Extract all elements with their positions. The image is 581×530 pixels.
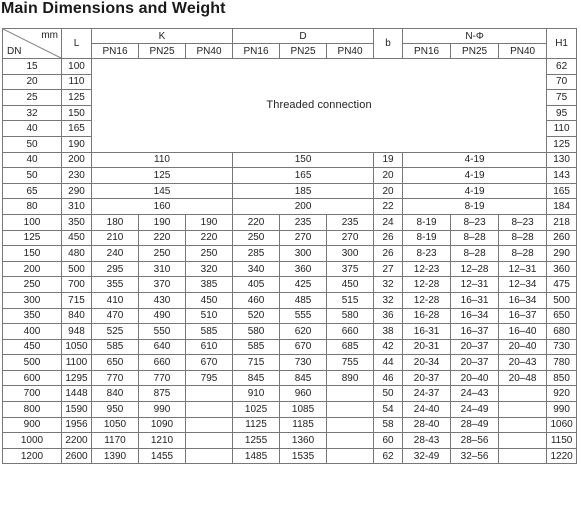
d-pn25-cell: 1085: [280, 402, 327, 418]
header-k-pn25: PN25: [139, 44, 186, 59]
table-row: [3, 339, 577, 355]
h1-cell: 990: [547, 402, 577, 418]
d-cell: 165: [233, 168, 374, 184]
k-pn25-cell: 220: [139, 230, 186, 246]
dn-cell: 350: [3, 308, 62, 324]
n-pn40-cell: 8–23: [499, 214, 547, 230]
table-row: [3, 433, 577, 449]
k-pn16-cell: 840: [92, 386, 139, 402]
h1-cell: 75: [547, 90, 577, 106]
d-pn16-cell: 1125: [233, 417, 280, 433]
table-row: [3, 183, 577, 199]
b-cell: 38: [374, 324, 403, 340]
dn-cell: 1200: [3, 448, 62, 464]
n-pn40-cell: 8–28: [499, 230, 547, 246]
n-pn16-cell: 8-19: [403, 230, 451, 246]
n-pn25-cell: 20–37: [451, 355, 499, 371]
l-cell: 1956: [62, 417, 92, 433]
h1-cell: 920: [547, 386, 577, 402]
b-cell: 20: [374, 168, 403, 184]
b-cell: 22: [374, 199, 403, 215]
k-cell: 160: [92, 199, 233, 215]
dn-cell: 50: [3, 168, 62, 184]
d-pn40-cell: 375: [327, 261, 374, 277]
k-pn40-cell: 610: [186, 339, 233, 355]
b-cell: 46: [374, 370, 403, 386]
dn-cell: 25: [3, 90, 62, 106]
k-pn40-cell: 320: [186, 261, 233, 277]
h1-cell: 70: [547, 74, 577, 90]
d-pn16-cell: 520: [233, 308, 280, 324]
n-pn40-cell: 20–43: [499, 355, 547, 371]
n-pn40-cell: 16–37: [499, 308, 547, 324]
n-pn40-cell: 8–28: [499, 246, 547, 262]
h1-cell: 125: [547, 136, 577, 152]
d-pn40-cell: 890: [327, 370, 374, 386]
k-pn16-cell: 770: [92, 370, 139, 386]
n-pn25-cell: 20–37: [451, 339, 499, 355]
dn-cell: 250: [3, 277, 62, 293]
mm-unit-label: mm: [41, 30, 58, 41]
n-pn16-cell: 20-37: [403, 370, 451, 386]
d-pn16-cell: 460: [233, 292, 280, 308]
k-pn25-cell: 990: [139, 402, 186, 418]
k-pn40-cell: [186, 448, 233, 464]
k-pn40-cell: 190: [186, 214, 233, 230]
n-pn40-cell: [499, 448, 547, 464]
n-phi-cell: 4-19: [403, 152, 547, 168]
b-cell: 27: [374, 261, 403, 277]
n-pn16-cell: 8-23: [403, 246, 451, 262]
d-pn25-cell: 555: [280, 308, 327, 324]
table-row: [3, 230, 577, 246]
dn-cell: 200: [3, 261, 62, 277]
d-pn25-cell: 670: [280, 339, 327, 355]
k-pn16-cell: 355: [92, 277, 139, 293]
n-pn40-cell: [499, 386, 547, 402]
k-pn16-cell: 180: [92, 214, 139, 230]
table-row: [3, 168, 577, 184]
l-cell: 700: [62, 277, 92, 293]
d-pn16-cell: 1485: [233, 448, 280, 464]
k-pn40-cell: [186, 386, 233, 402]
k-pn16-cell: 1050: [92, 417, 139, 433]
k-pn25-cell: 1455: [139, 448, 186, 464]
header-k: K: [92, 29, 233, 44]
d-pn16-cell: 845: [233, 370, 280, 386]
l-cell: 450: [62, 230, 92, 246]
n-pn40-cell: [499, 402, 547, 418]
k-pn40-cell: 250: [186, 246, 233, 262]
table-row: [3, 59, 577, 75]
n-pn25-cell: 24–49: [451, 402, 499, 418]
l-cell: 715: [62, 292, 92, 308]
k-pn40-cell: 795: [186, 370, 233, 386]
n-pn25-cell: 24–43: [451, 386, 499, 402]
k-pn25-cell: 550: [139, 324, 186, 340]
d-pn25-cell: 1360: [280, 433, 327, 449]
d-pn25-cell: 960: [280, 386, 327, 402]
d-pn25-cell: 485: [280, 292, 327, 308]
n-pn25-cell: 20–40: [451, 370, 499, 386]
dn-cell: 40: [3, 152, 62, 168]
h1-cell: 95: [547, 105, 577, 121]
l-cell: 948: [62, 324, 92, 340]
d-cell: 200: [233, 199, 374, 215]
dn-cell: 32: [3, 105, 62, 121]
l-cell: 100: [62, 59, 92, 75]
dn-cell: 100: [3, 214, 62, 230]
k-pn25-cell: 640: [139, 339, 186, 355]
n-pn25-cell: 28–49: [451, 417, 499, 433]
header-n-pn40: PN40: [499, 44, 547, 59]
d-pn40-cell: 685: [327, 339, 374, 355]
n-pn40-cell: [499, 433, 547, 449]
table-row: [3, 386, 577, 402]
l-cell: 165: [62, 121, 92, 137]
dn-label: DN: [7, 46, 22, 57]
n-pn25-cell: 12–31: [451, 277, 499, 293]
n-pn40-cell: 16–34: [499, 292, 547, 308]
dn-cell: 125: [3, 230, 62, 246]
d-pn16-cell: 250: [233, 230, 280, 246]
n-pn25-cell: 8–23: [451, 214, 499, 230]
n-pn16-cell: 20-34: [403, 355, 451, 371]
n-pn25-cell: 12–28: [451, 261, 499, 277]
n-pn25-cell: 32–56: [451, 448, 499, 464]
n-pn16-cell: 24-37: [403, 386, 451, 402]
d-pn40-cell: 515: [327, 292, 374, 308]
l-cell: 190: [62, 136, 92, 152]
n-pn16-cell: 8-19: [403, 214, 451, 230]
h1-cell: 360: [547, 261, 577, 277]
h1-cell: 184: [547, 199, 577, 215]
n-pn40-cell: [499, 417, 547, 433]
dn-cell: 150: [3, 246, 62, 262]
header-h1: H1: [547, 29, 577, 59]
d-pn40-cell: 270: [327, 230, 374, 246]
n-pn16-cell: 12-28: [403, 277, 451, 293]
k-pn40-cell: 670: [186, 355, 233, 371]
dimensions-table: [2, 28, 577, 464]
d-cell: 185: [233, 183, 374, 199]
h1-cell: 780: [547, 355, 577, 371]
d-pn16-cell: 1025: [233, 402, 280, 418]
l-cell: 230: [62, 168, 92, 184]
dn-cell: 50: [3, 136, 62, 152]
d-pn25-cell: 1535: [280, 448, 327, 464]
l-cell: 2200: [62, 433, 92, 449]
b-cell: 50: [374, 386, 403, 402]
b-cell: 60: [374, 433, 403, 449]
n-pn16-cell: 32-49: [403, 448, 451, 464]
threaded-connection-note: Threaded connection: [92, 59, 547, 153]
h1-cell: 110: [547, 121, 577, 137]
l-cell: 1100: [62, 355, 92, 371]
h1-cell: 260: [547, 230, 577, 246]
table-row: [3, 355, 577, 371]
h1-cell: 143: [547, 168, 577, 184]
k-pn25-cell: 250: [139, 246, 186, 262]
table-row: [3, 246, 577, 262]
dn-cell: 15: [3, 59, 62, 75]
n-pn40-cell: 20–40: [499, 339, 547, 355]
d-pn16-cell: 1255: [233, 433, 280, 449]
d-pn40-cell: [327, 433, 374, 449]
n-pn16-cell: 12-28: [403, 292, 451, 308]
k-pn40-cell: 585: [186, 324, 233, 340]
b-cell: 20: [374, 183, 403, 199]
d-pn40-cell: 450: [327, 277, 374, 293]
table-row: [3, 199, 577, 215]
n-phi-cell: 8-19: [403, 199, 547, 215]
header-d-pn25: PN25: [280, 44, 327, 59]
l-cell: 2600: [62, 448, 92, 464]
k-pn16-cell: 650: [92, 355, 139, 371]
d-pn40-cell: 235: [327, 214, 374, 230]
k-pn40-cell: [186, 402, 233, 418]
header-n-phi: N-Φ: [403, 29, 547, 44]
header-n-pn16: PN16: [403, 44, 451, 59]
header-n-pn25: PN25: [451, 44, 499, 59]
dn-cell: 400: [3, 324, 62, 340]
h1-cell: 62: [547, 59, 577, 75]
d-pn40-cell: [327, 417, 374, 433]
dn-cell: 500: [3, 355, 62, 371]
dn-cell: 1000: [3, 433, 62, 449]
k-pn25-cell: 370: [139, 277, 186, 293]
n-phi-cell: 4-19: [403, 168, 547, 184]
l-cell: 110: [62, 74, 92, 90]
dn-cell: 700: [3, 386, 62, 402]
d-pn40-cell: 300: [327, 246, 374, 262]
header-l: L: [62, 29, 92, 59]
k-pn16-cell: 585: [92, 339, 139, 355]
l-cell: 350: [62, 214, 92, 230]
n-pn16-cell: 16-31: [403, 324, 451, 340]
header-k-pn40: PN40: [186, 44, 233, 59]
k-pn16-cell: 1170: [92, 433, 139, 449]
d-pn16-cell: 910: [233, 386, 280, 402]
header-d: D: [233, 29, 374, 44]
dn-mm-corner-cell: [3, 29, 62, 59]
d-pn16-cell: 285: [233, 246, 280, 262]
n-pn25-cell: 28–56: [451, 433, 499, 449]
b-cell: 24: [374, 214, 403, 230]
k-pn16-cell: 295: [92, 261, 139, 277]
k-pn16-cell: 1390: [92, 448, 139, 464]
dn-cell: 80: [3, 199, 62, 215]
k-pn16-cell: 525: [92, 324, 139, 340]
d-pn25-cell: 235: [280, 214, 327, 230]
k-pn25-cell: 660: [139, 355, 186, 371]
h1-cell: 650: [547, 308, 577, 324]
n-pn25-cell: 16–37: [451, 324, 499, 340]
b-cell: 19: [374, 152, 403, 168]
k-cell: 125: [92, 168, 233, 184]
d-pn25-cell: 425: [280, 277, 327, 293]
header-d-pn16: PN16: [233, 44, 280, 59]
h1-cell: 218: [547, 214, 577, 230]
k-pn25-cell: 1210: [139, 433, 186, 449]
n-pn16-cell: 20-31: [403, 339, 451, 355]
dn-cell: 450: [3, 339, 62, 355]
d-pn40-cell: 755: [327, 355, 374, 371]
d-pn25-cell: 360: [280, 261, 327, 277]
header-row-top: [3, 29, 577, 44]
dn-cell: 900: [3, 417, 62, 433]
d-pn16-cell: 715: [233, 355, 280, 371]
l-cell: 290: [62, 183, 92, 199]
h1-cell: 130: [547, 152, 577, 168]
table-row: [3, 277, 577, 293]
d-pn25-cell: 730: [280, 355, 327, 371]
d-pn25-cell: 845: [280, 370, 327, 386]
table-row: [3, 214, 577, 230]
n-pn40-cell: 12–31: [499, 261, 547, 277]
d-pn40-cell: 660: [327, 324, 374, 340]
k-pn16-cell: 210: [92, 230, 139, 246]
l-cell: 480: [62, 246, 92, 262]
d-pn16-cell: 340: [233, 261, 280, 277]
d-pn40-cell: [327, 448, 374, 464]
b-cell: 32: [374, 292, 403, 308]
l-cell: 500: [62, 261, 92, 277]
l-cell: 125: [62, 90, 92, 106]
b-cell: 44: [374, 355, 403, 371]
k-pn40-cell: [186, 417, 233, 433]
table-row: [3, 261, 577, 277]
l-cell: 150: [62, 105, 92, 121]
d-pn16-cell: 585: [233, 339, 280, 355]
n-pn25-cell: 8–28: [451, 246, 499, 262]
b-cell: 42: [374, 339, 403, 355]
table-row: [3, 152, 577, 168]
table-row: [3, 417, 577, 433]
n-pn16-cell: 24-40: [403, 402, 451, 418]
n-phi-cell: 4-19: [403, 183, 547, 199]
k-pn40-cell: 450: [186, 292, 233, 308]
dn-cell: 600: [3, 370, 62, 386]
l-cell: 310: [62, 199, 92, 215]
k-pn40-cell: 385: [186, 277, 233, 293]
header-b: b: [374, 29, 403, 59]
d-pn25-cell: 620: [280, 324, 327, 340]
header-k-pn16: PN16: [92, 44, 139, 59]
k-pn40-cell: 510: [186, 308, 233, 324]
d-cell: 150: [233, 152, 374, 168]
n-pn40-cell: 16–40: [499, 324, 547, 340]
b-cell: 58: [374, 417, 403, 433]
dn-cell: 65: [3, 183, 62, 199]
h1-cell: 475: [547, 277, 577, 293]
h1-cell: 680: [547, 324, 577, 340]
h1-cell: 850: [547, 370, 577, 386]
n-pn16-cell: 16-28: [403, 308, 451, 324]
h1-cell: 730: [547, 339, 577, 355]
l-cell: 1295: [62, 370, 92, 386]
table-row: [3, 402, 577, 418]
k-pn25-cell: 190: [139, 214, 186, 230]
h1-cell: 1150: [547, 433, 577, 449]
dn-cell: 800: [3, 402, 62, 418]
k-pn16-cell: 410: [92, 292, 139, 308]
n-pn16-cell: 28-40: [403, 417, 451, 433]
k-pn16-cell: 240: [92, 246, 139, 262]
k-cell: 110: [92, 152, 233, 168]
h1-cell: 500: [547, 292, 577, 308]
dn-cell: 40: [3, 121, 62, 137]
n-pn16-cell: 12-23: [403, 261, 451, 277]
k-pn25-cell: 430: [139, 292, 186, 308]
d-pn25-cell: 300: [280, 246, 327, 262]
b-cell: 62: [374, 448, 403, 464]
table-row: [3, 370, 577, 386]
k-pn25-cell: 875: [139, 386, 186, 402]
h1-cell: 1060: [547, 417, 577, 433]
d-pn40-cell: 580: [327, 308, 374, 324]
k-pn25-cell: 1090: [139, 417, 186, 433]
d-pn25-cell: 270: [280, 230, 327, 246]
k-pn25-cell: 310: [139, 261, 186, 277]
b-cell: 36: [374, 308, 403, 324]
l-cell: 1050: [62, 339, 92, 355]
k-pn40-cell: 220: [186, 230, 233, 246]
n-pn25-cell: 16–34: [451, 308, 499, 324]
b-cell: 26: [374, 246, 403, 262]
d-pn16-cell: 405: [233, 277, 280, 293]
b-cell: 32: [374, 277, 403, 293]
table-row: [3, 292, 577, 308]
n-pn40-cell: 12–34: [499, 277, 547, 293]
h1-cell: 1220: [547, 448, 577, 464]
k-pn40-cell: [186, 433, 233, 449]
n-pn16-cell: 28-43: [403, 433, 451, 449]
k-pn25-cell: 770: [139, 370, 186, 386]
l-cell: 1590: [62, 402, 92, 418]
l-cell: 840: [62, 308, 92, 324]
n-pn25-cell: 16–31: [451, 292, 499, 308]
n-pn25-cell: 8–28: [451, 230, 499, 246]
d-pn40-cell: [327, 402, 374, 418]
h1-cell: 165: [547, 183, 577, 199]
k-cell: 145: [92, 183, 233, 199]
k-pn25-cell: 490: [139, 308, 186, 324]
d-pn16-cell: 580: [233, 324, 280, 340]
table-row: [3, 324, 577, 340]
h1-cell: 290: [547, 246, 577, 262]
k-pn16-cell: 470: [92, 308, 139, 324]
l-cell: 1448: [62, 386, 92, 402]
d-pn16-cell: 220: [233, 214, 280, 230]
n-pn40-cell: 20–48: [499, 370, 547, 386]
page-title: Main Dimensions and Weight: [1, 0, 226, 17]
d-pn40-cell: [327, 386, 374, 402]
l-cell: 200: [62, 152, 92, 168]
table-row: [3, 308, 577, 324]
header-d-pn40: PN40: [327, 44, 374, 59]
table-row: [3, 448, 577, 464]
b-cell: 54: [374, 402, 403, 418]
d-pn25-cell: 1185: [280, 417, 327, 433]
b-cell: 26: [374, 230, 403, 246]
dn-cell: 300: [3, 292, 62, 308]
k-pn16-cell: 950: [92, 402, 139, 418]
dn-cell: 20: [3, 74, 62, 90]
